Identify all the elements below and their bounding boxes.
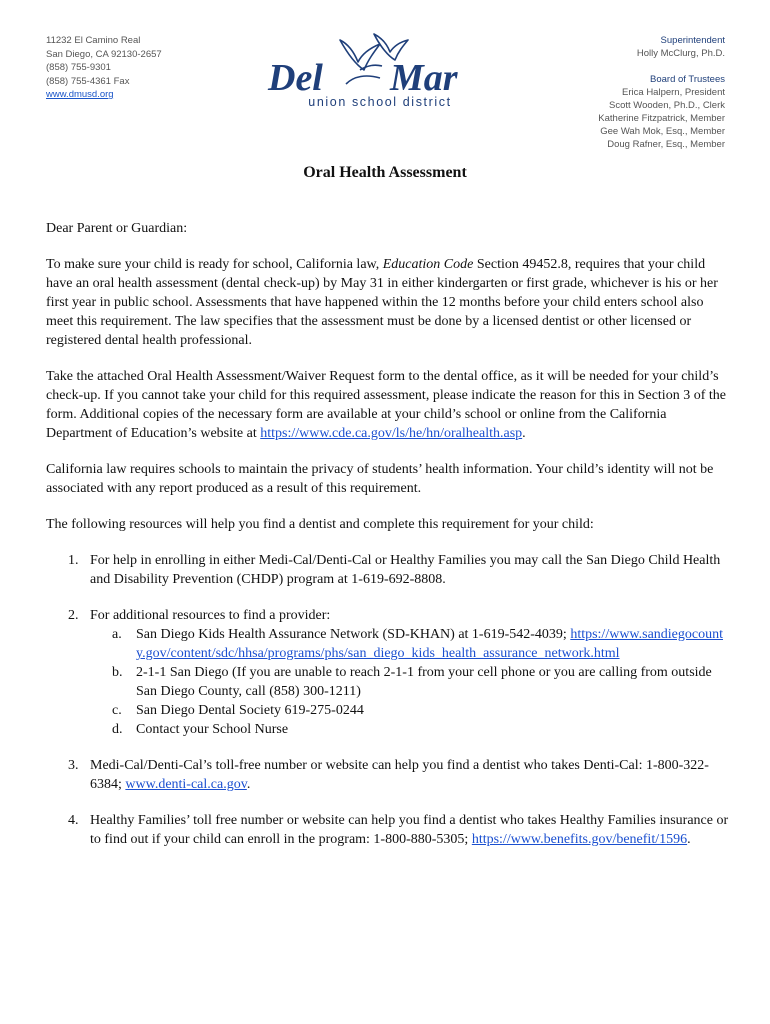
sub-list-text: Contact your School Nurse — [136, 722, 289, 737]
list-item-text: For additional resources to find a provider: — [90, 608, 331, 623]
board-block — [598, 34, 725, 151]
list-number: 3. — [68, 758, 79, 773]
paragraph-privacy: California law requires schools to maintain the privacy of students’ health information. Your child’s identity will not be associated with any report produced as a result of this requirement. — [46, 462, 714, 496]
letter-body — [46, 219, 730, 866]
logo-tagline: union school district — [308, 95, 452, 109]
board-member: Scott Wooden, Ph.D., Clerk — [609, 100, 725, 111]
list-item — [46, 606, 730, 739]
list-number: 2. — [68, 608, 79, 623]
list-item — [46, 551, 730, 589]
sub-list-letter: d. — [112, 722, 123, 737]
fax-line: (858) 755-4361 Fax — [46, 75, 130, 87]
phone-line: (858) 755-9301 — [46, 62, 111, 73]
sub-list — [90, 625, 730, 739]
board-member: Doug Rafner, Esq., Member — [607, 139, 725, 150]
denti-cal-link[interactable]: www.denti-cal.ca.gov — [125, 777, 247, 792]
address-line: San Diego, CA 92130-2657 — [46, 48, 162, 60]
board-member: Gee Wah Mok, Esq., Member — [600, 126, 725, 137]
sub-list-letter: c. — [112, 703, 122, 718]
board-member: Katherine Fitzpatrick, Member — [598, 113, 725, 124]
sub-list-letter: b. — [112, 665, 123, 680]
list-item-text: Healthy Families’ toll free number or website can help you find a dentist who takes Healthy Families insurance or to find out if your child can enroll in the program: 1-800-880-5305; — [90, 813, 729, 847]
superintendent-name: Holly McClurg, Ph.D. — [636, 48, 725, 59]
salutation: Dear Parent or Guardian: — [46, 221, 188, 236]
sub-list-text: San Diego Dental Society 619-275-0244 — [136, 703, 364, 718]
paragraph-form-instructions: Take the attached Oral Health Assessment/Waiver Request form to the dental office, as it will be needed for your child’s check-up. If you cannot take your child for this required assessment, please indicate the reason for this in Section 3 of the form. Additional copies of the necessary form are available at your child’s school or online from the California Department of Education’s website at https://www.cde.ca.gov/ls/he/hn/oralhealth.asp. — [46, 369, 726, 441]
logo-wave — [346, 76, 380, 84]
sub-list-item — [90, 663, 730, 701]
cde-oralhealth-link[interactable]: https://www.cde.ca.gov/ls/he/hn/oralhealth.asp — [260, 426, 523, 441]
paragraph-resources-intro: The following resources will help you find a dentist and complete this requirement for your child: — [46, 517, 594, 532]
sub-list-item — [90, 625, 730, 663]
sub-list-letter: a. — [112, 627, 122, 642]
list-item: 4. Healthy Families’ toll free number or website can help you find a dentist who takes Healthy Families insurance or to find out if your child can enroll in the program: 1-800-880-5305; https://www.benefits.gov/benefit/1596. — [68, 813, 729, 847]
list-number: 4. — [68, 813, 79, 828]
address-line: 11232 El Camino Real — [46, 35, 141, 46]
logo-word-del: Del — [268, 57, 323, 99]
page-title: Oral Health Assessment — [303, 164, 467, 181]
education-code-emphasis: Education Code — [382, 257, 474, 272]
sub-list-item — [90, 720, 730, 739]
superintendent-title: Superintendent — [660, 35, 725, 46]
sd-khan-link[interactable]: https://www.sandiegocounty.gov/content/sdc/hhsa/programs/phs/san_diego_kids_health_assurance_network.html — [136, 627, 723, 661]
list-item-text: For help in enrolling in either Medi-Cal/Denti-Cal or Healthy Families you may call the San Diego Child Health and Disability Prevention (CHDP) program at 1-619-692-8808. — [90, 553, 721, 587]
district-website-link[interactable]: www.dmusd.org — [46, 89, 114, 100]
sub-list-item — [90, 701, 730, 720]
sub-list-text: San Diego Kids Health Assurance Network (SD-KHAN) at 1-619-542-4039; — [136, 627, 567, 642]
list-item: 3. Medi-Cal/Denti-Cal’s toll-free number or website can help you find a dentist who takes Denti-Cal: 1-800-322-6384; www.denti-cal.ca.gov. — [68, 758, 709, 792]
board-member: Erica Halpern, President — [622, 87, 725, 98]
district-address-block — [46, 34, 162, 102]
benefits-gov-link[interactable]: https://www.benefits.gov/benefit/1596 — [471, 832, 688, 847]
logo-word-mar: Mar — [390, 57, 458, 99]
list-item-text: Medi-Cal/Denti-Cal’s toll-free number or website can help you find a dentist who takes Denti-Cal: 1-800-322-6384; — [90, 758, 709, 792]
list-number: 1. — [68, 553, 79, 568]
board-title: Board of Trustees — [650, 74, 725, 85]
paragraph-education-code: To make sure your child is ready for school, California law, Education Code Section 49452.8, requires that your child have an oral health assessment (dental check-up) by May 31 in either kindergarten or first grade, whichever is his or her first year in public school. Assessments that have happened within the 12 months before your child enters school also meet this requirement. The law specifies that the assessment must be done by a licensed dentist or other licensed or registered dental health professional. — [46, 257, 718, 348]
sub-list-text: 2-1-1 San Diego (If you are unable to reach 2-1-1 from your cell phone or you are calling from outside San Diego County, call (858) 300-1211) — [136, 665, 712, 699]
